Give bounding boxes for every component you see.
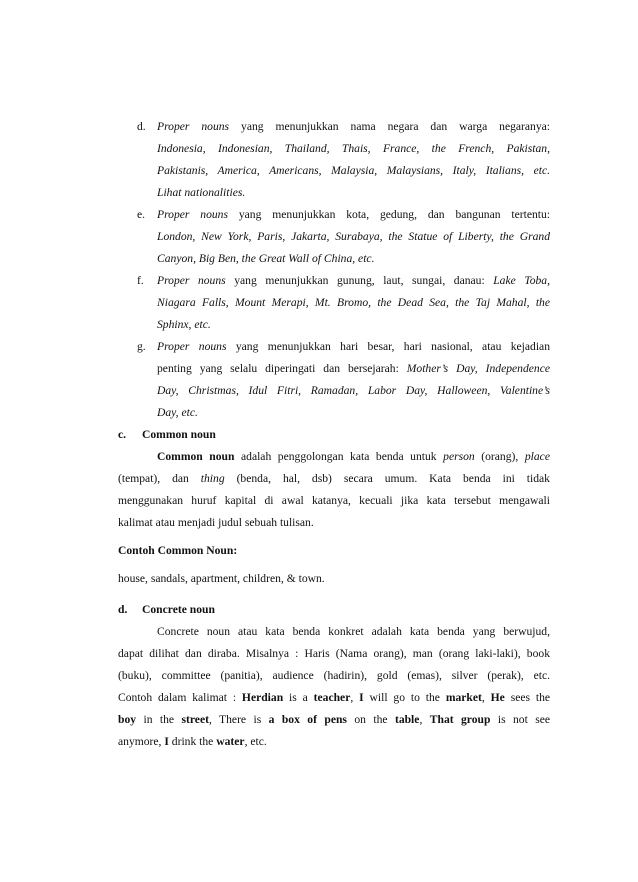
text: is a xyxy=(289,691,308,704)
text: is not see xyxy=(497,713,551,726)
text: in the xyxy=(143,713,175,726)
text: (orang), xyxy=(481,450,519,463)
text: , xyxy=(481,691,485,704)
term: teacher xyxy=(313,691,351,704)
concrete-noun-line-6 xyxy=(118,734,267,750)
term: Proper nouns xyxy=(157,340,227,353)
item-d-line-3: Pakistanis, America, Americans, Malaysia, Malaysians, Italy, Italians, etc. xyxy=(157,164,550,177)
term: That group xyxy=(429,713,491,726)
text: (benda, hal, dsb) secara umum. Kata benda ini tidak xyxy=(236,472,550,485)
term: thing xyxy=(200,472,225,485)
item-e-line-3: Canyon, Big Ben, the Great Wall of China, etc. xyxy=(157,252,375,265)
text: anymore, xyxy=(118,735,162,748)
item-g-line-3: Day, Christmas, Idul Fitri, Ramadan, Labor Day, Halloween, Valentine’s xyxy=(157,384,550,397)
term: I xyxy=(164,735,169,748)
text: , etc. xyxy=(244,735,267,748)
text: Contoh dalam kalimat : xyxy=(118,691,237,704)
item-f-line-1 xyxy=(157,273,550,289)
text: , There is xyxy=(208,713,262,726)
term: a box of pens xyxy=(268,713,347,726)
term: person xyxy=(443,450,475,463)
text: sees the xyxy=(510,691,551,704)
term: I xyxy=(359,691,364,704)
common-noun-line-3: menggunakan huruf kapital di awal katanya, kecuali jika kata tersebut mengawali xyxy=(118,494,550,507)
item-g-line-4: Day, etc. xyxy=(157,406,198,419)
text: (tempat), dan xyxy=(118,472,189,485)
term: Proper nouns xyxy=(157,120,230,133)
common-noun-line-2 xyxy=(118,471,550,487)
concrete-noun-line-4 xyxy=(118,690,550,706)
term: place xyxy=(524,450,550,463)
concrete-noun-line-2: dapat dilihat dan diraba. Misalnya : Haris (Nama orang), man (orang laki-laki), book xyxy=(118,647,550,660)
text: yang menunjukkan kota, gedung, dan bangunan tertentu: xyxy=(238,208,551,221)
item-f-line-3: Sphinx, etc. xyxy=(157,318,211,331)
term: He xyxy=(490,691,505,704)
item-g-line-2 xyxy=(157,361,550,377)
text: drink the xyxy=(171,735,214,748)
item-e-line-2: London, New York, Paris, Jakarta, Surabaya, the Statue of Liberty, the Grand xyxy=(157,230,550,243)
term: market xyxy=(445,691,482,704)
section-heading-concrete-noun: Concrete noun xyxy=(142,603,215,616)
list-marker-f: f. xyxy=(137,274,144,287)
concrete-noun-line-3: (buku), committee (panitia), audience (hadirin), gold (emas), silver (perak), etc. xyxy=(118,669,550,682)
text: penting yang selalu diperingati dan bersejarah: xyxy=(157,362,399,375)
item-d-line-4: Lihat nationalities. xyxy=(157,186,246,199)
section-marker-d: d. xyxy=(118,603,128,616)
common-noun-line-4: kalimat atau menjadi judul sebuah tulisan. xyxy=(118,516,314,529)
contoh-heading: Contoh Common Noun: xyxy=(118,544,238,557)
concrete-noun-line-1: Concrete noun atau kata benda konkret adalah kata benda yang berwujud, xyxy=(157,625,550,638)
term: water xyxy=(216,735,245,748)
term: Proper nouns xyxy=(157,208,228,221)
item-d-line-2: Indonesia, Indonesian, Thailand, Thais, France, the French, Pakistan, xyxy=(157,142,550,155)
text: yang menunjukkan hari besar, hari nasional, atau kejadian xyxy=(235,340,550,353)
text: on the xyxy=(354,713,388,726)
term: boy xyxy=(118,713,137,726)
text: yang menunjukkan gunung, laut, sungai, danau: xyxy=(234,274,485,287)
text: , xyxy=(419,713,423,726)
item-f-line-2: Niagara Falls, Mount Merapi, Mt. Bromo, the Dead Sea, the Taj Mahal, the xyxy=(157,296,550,309)
contoh-body: house, sandals, apartment, children, & town. xyxy=(118,572,325,585)
common-noun-line-1 xyxy=(157,449,550,465)
example: Mother’s Day, Independence xyxy=(406,362,550,375)
term: Common noun xyxy=(157,450,235,463)
text: yang menunjukkan nama negara dan warga negaranya: xyxy=(241,120,551,133)
list-marker-e: e. xyxy=(137,208,146,221)
item-e-line-1 xyxy=(157,207,550,223)
list-marker-g: g. xyxy=(137,340,146,353)
concrete-noun-line-5 xyxy=(118,712,550,728)
term: table xyxy=(394,713,420,726)
section-marker-c: c. xyxy=(118,428,127,441)
term: street xyxy=(181,713,209,726)
item-d-line-1 xyxy=(157,119,550,135)
section-heading-common-noun: Common noun xyxy=(142,428,216,441)
text: will go to the xyxy=(369,691,440,704)
example: Lake Toba, xyxy=(493,274,550,287)
text: adalah penggolongan kata benda untuk xyxy=(241,450,437,463)
list-marker-d: d. xyxy=(137,120,146,133)
term: Proper nouns xyxy=(157,274,226,287)
item-g-line-1 xyxy=(157,339,550,355)
term: Herdian xyxy=(241,691,284,704)
text: , xyxy=(350,691,354,704)
